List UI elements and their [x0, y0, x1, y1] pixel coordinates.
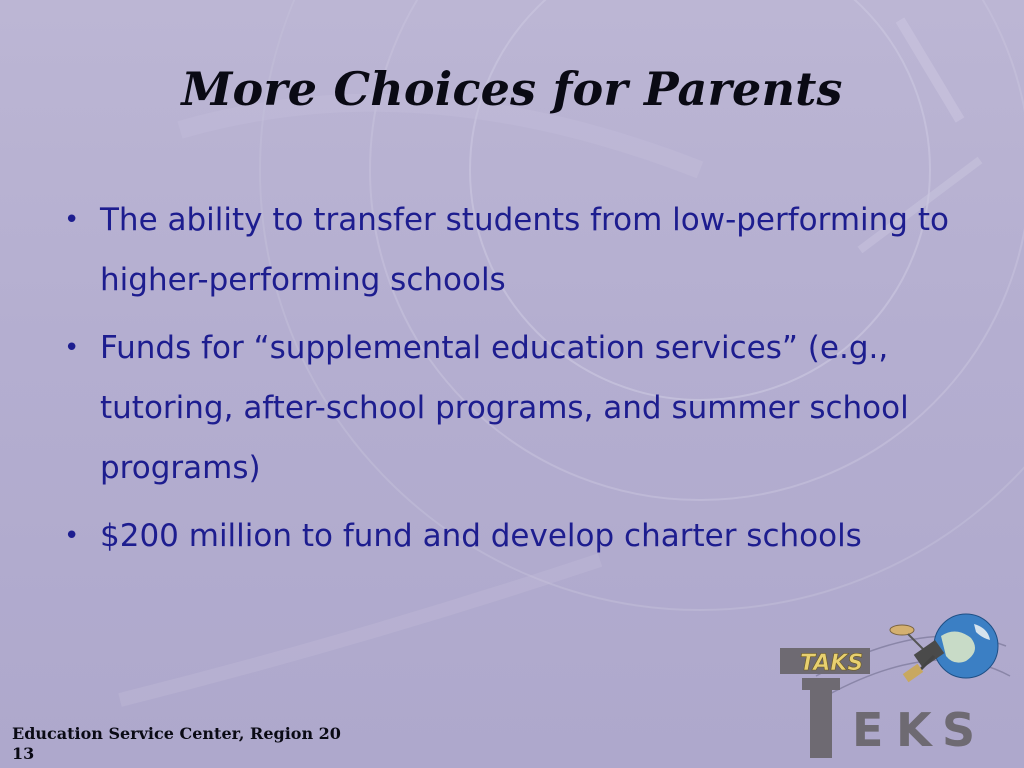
slide-number: 13: [12, 744, 35, 763]
bullet-icon: •: [64, 333, 80, 363]
bullet-text: Funds for “supplemental education services” (e.g., tutoring, after-school programs, and summer school programs): [100, 330, 909, 486]
footer: [12, 724, 341, 764]
footer-organization: Education Service Center, Region 20: [12, 724, 341, 743]
teks-letter-s: S: [942, 703, 976, 757]
bullet-item: [64, 506, 994, 566]
bullet-text: $200 million to fund and develop charter schools: [100, 518, 862, 554]
bullet-text: The ability to transfer students from low-performing to higher-performing schools: [100, 202, 949, 298]
bullet-list: [64, 190, 994, 574]
bullet-icon: •: [64, 205, 80, 235]
bullet-item: [64, 318, 994, 498]
bullet-icon: •: [64, 521, 80, 551]
taks-text: TAKS: [800, 651, 864, 676]
teks-letter-e: E: [852, 703, 884, 757]
slide-title: More Choices for Parents: [181, 62, 843, 116]
taks-teks-logo: [776, 606, 1012, 762]
globe-icon: [934, 614, 998, 678]
bullet-item: [64, 190, 994, 310]
teks-letter-k: K: [896, 703, 932, 757]
teks-t-stem: [810, 678, 832, 758]
